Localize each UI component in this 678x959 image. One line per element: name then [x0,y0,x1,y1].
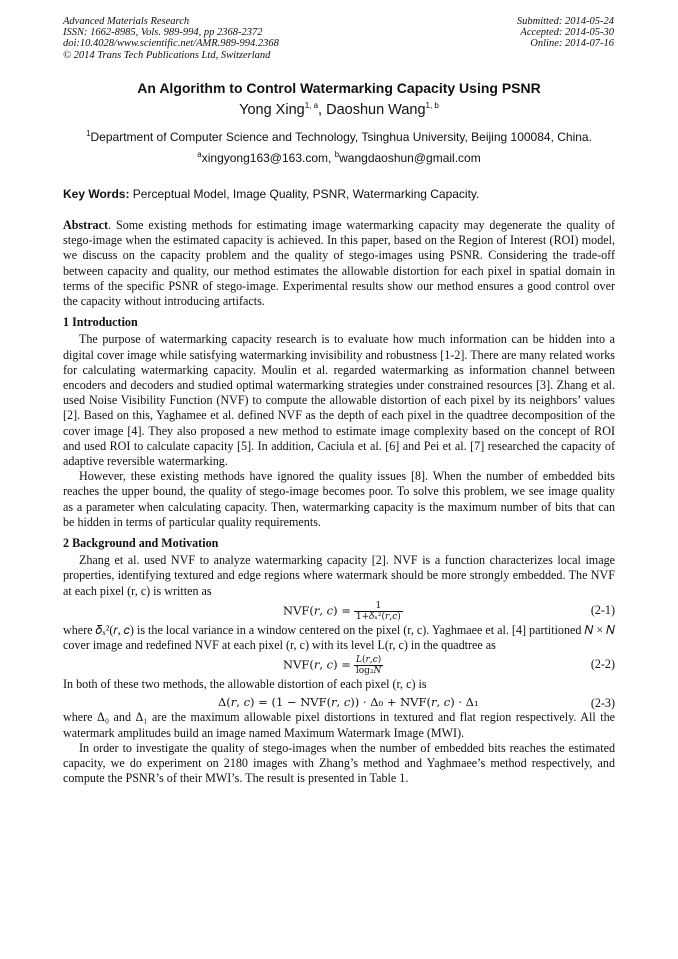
equation-fraction [354,655,384,676]
fraction-denominator: log₂𝑁 [355,666,382,677]
equation-lhs: NVF(𝑟, 𝑐) = [283,657,351,672]
affiliation-superscript: 1 [86,129,91,138]
equation-number: (2-3) [590,696,615,711]
paragraph: Zhang et al. used NVF to analyze watermarking capacity [2]. NVF is a function characterizes local image properties, identifying textured and edge regions where watermark should be more strongly embedded. The NVF at each pixel (r, c) is written as [63,553,615,598]
equation-fraction [354,601,403,622]
equation-2-2 [63,653,615,677]
equation-number: (2-1) [590,602,615,617]
affiliation-text: Department of Computer Science and Technology, Tsinghua University, Beijing 100084, China. [90,130,592,144]
abstract-text: . Some existing methods for estimating image watermarking capacity may degenerate the quality of stego-image when the estimated capacity is achieved. In this paper, based on the Region of Interest (ROI) model, we discuss on the capacity problem and the quality of stego-images using PSNR. Considering the trade-off between capacity and quality, our method estimates the allowable distortion for each pixel in spatial domain in terms of the specific PSNR of stego-image. Experimental results show our method ensures a good control over the capacity without introducing artifacts. [63,218,615,309]
paper-title: An Algorithm to Control Watermarking Capacity Using PSNR [137,80,541,96]
email-superscript: b [334,150,340,159]
abstract-label: Abstract [63,218,109,232]
journal-header [63,16,279,61]
journal-issn: ISSN: 1662-8985, Vols. 989-994, pp 2368-2372 [63,27,263,39]
paper-body [63,218,615,787]
paragraph: where 𝛿ₓ²(𝑟, 𝑐) is the local variance in a window centered on the pixel (r, c). Yaghmaee et al. [4] partitioned 𝑁 × 𝑁 cover image and redefined NVF at each pixel (r, c) with its level L(r, c) in the quadtree as [63,622,615,653]
fraction-denominator: 1+𝛿ₓ²(𝑟,𝑐) [355,611,401,622]
equation-expression: Δ(𝑟, 𝑐) = (1 − NVF(𝑟, 𝑐)) · Δ₀ + NVF(𝑟, 𝑐) · Δ₁ [218,695,479,710]
submitted-date: Submitted: 2014-05-24 [516,16,614,27]
equation-2-3 [63,692,615,710]
equation-2-1 [63,599,615,623]
author-name: Yong Xing [239,102,305,118]
paragraph: In both of these two methods, the allowable distortion of each pixel (r, c) is [63,677,427,692]
author-name: Daoshun Wang [326,102,426,118]
keywords-label: Key Words: [63,187,130,201]
author-superscript: 1, b [425,101,439,111]
fraction-numerator: 1 [354,601,403,612]
email-link[interactable]: xingyong163@163.com, [201,151,335,165]
fraction-numerator: 𝐿(𝑟,𝑐) [354,655,384,666]
author-list [0,102,678,118]
paragraph: where Δ₀ and Δ₁ are the maximum allowable pixel distortions in textured and flat region respectively. All the watermark amplitudes build an image named Maximum Watermark Image (MWI). [63,710,615,740]
author-emails [0,151,678,165]
email-link[interactable]: wangdaoshun@gmail.com [339,151,481,165]
section-heading: 2 Background and Motivation [63,536,219,551]
author-separator: , [318,102,327,118]
author-superscript: 1, a [304,101,319,111]
online-date: Online: 2014-07-16 [530,38,614,50]
email-superscript: a [197,150,202,159]
keywords-text: Perceptual Model, Image Quality, PSNR, Watermarking Capacity. [129,187,480,201]
journal-doi[interactable]: doi:10.4028/www.scientific.net/AMR.989-994.2368 [63,38,279,50]
section-heading: 1 Introduction [63,315,138,330]
affiliation [0,130,678,144]
abstract [63,218,615,309]
equation-lhs: NVF(𝑟, 𝑐) = [283,603,351,618]
accepted-date: Accepted: 2014-05-30 [520,27,614,39]
dates-header [517,16,614,50]
paragraph: However, these existing methods have ignored the quality issues [8]. When the number of embedded bits reaches the upper bound, the quality of stego-image becomes poor. To solve this problem, we see image quality as a parameter when calculating capacity. Then, watermarking capacity is the maximum number of bits that can be hidden in terms of particular quality requirements. [63,469,615,529]
paragraph: The purpose of watermarking capacity research is to evaluate how much information can be hidden into a digital cover image while satisfying watermarking invisibility and robustness [1-2]. There are many related works for calculating watermarking capacity. Moulin et al. regarded watermarking as information channel between encoders and decoders and studied optimal watermarking strategies under constrained resources [3]. Zhang et al. used Noise Visibility Function (NVF) to compute the allowable distortion of each pixel by its neighbors’ values [2]. Based on this, Yaghamee et al. defined NVF as the depth of each pixel in the quadtree decomposition of the cover image [4]. They also proposed a new method to estimate image complexity based on the concept of ROI and used ROI to calculate capacity [5]. In addition, Caciula et al. [6] and Pei et al. [7] researched the capacity of adaptive reversible watermarking. [63,332,615,469]
journal-copyright: © 2014 Trans Tech Publications Ltd, Switzerland [63,49,271,61]
paragraph: In order to investigate the quality of stego-images when the number of embedded bits reaches the estimated capacity, we do experiment on 2180 images with Zhang’s method and Yaghmaee’s method respectively, and compute the PSNR’s of their MWI’s. The result is presented in Table 1. [63,740,615,786]
journal-name: Advanced Materials Research [63,16,190,27]
keywords [63,187,615,201]
equation-number: (2-2) [590,657,615,672]
